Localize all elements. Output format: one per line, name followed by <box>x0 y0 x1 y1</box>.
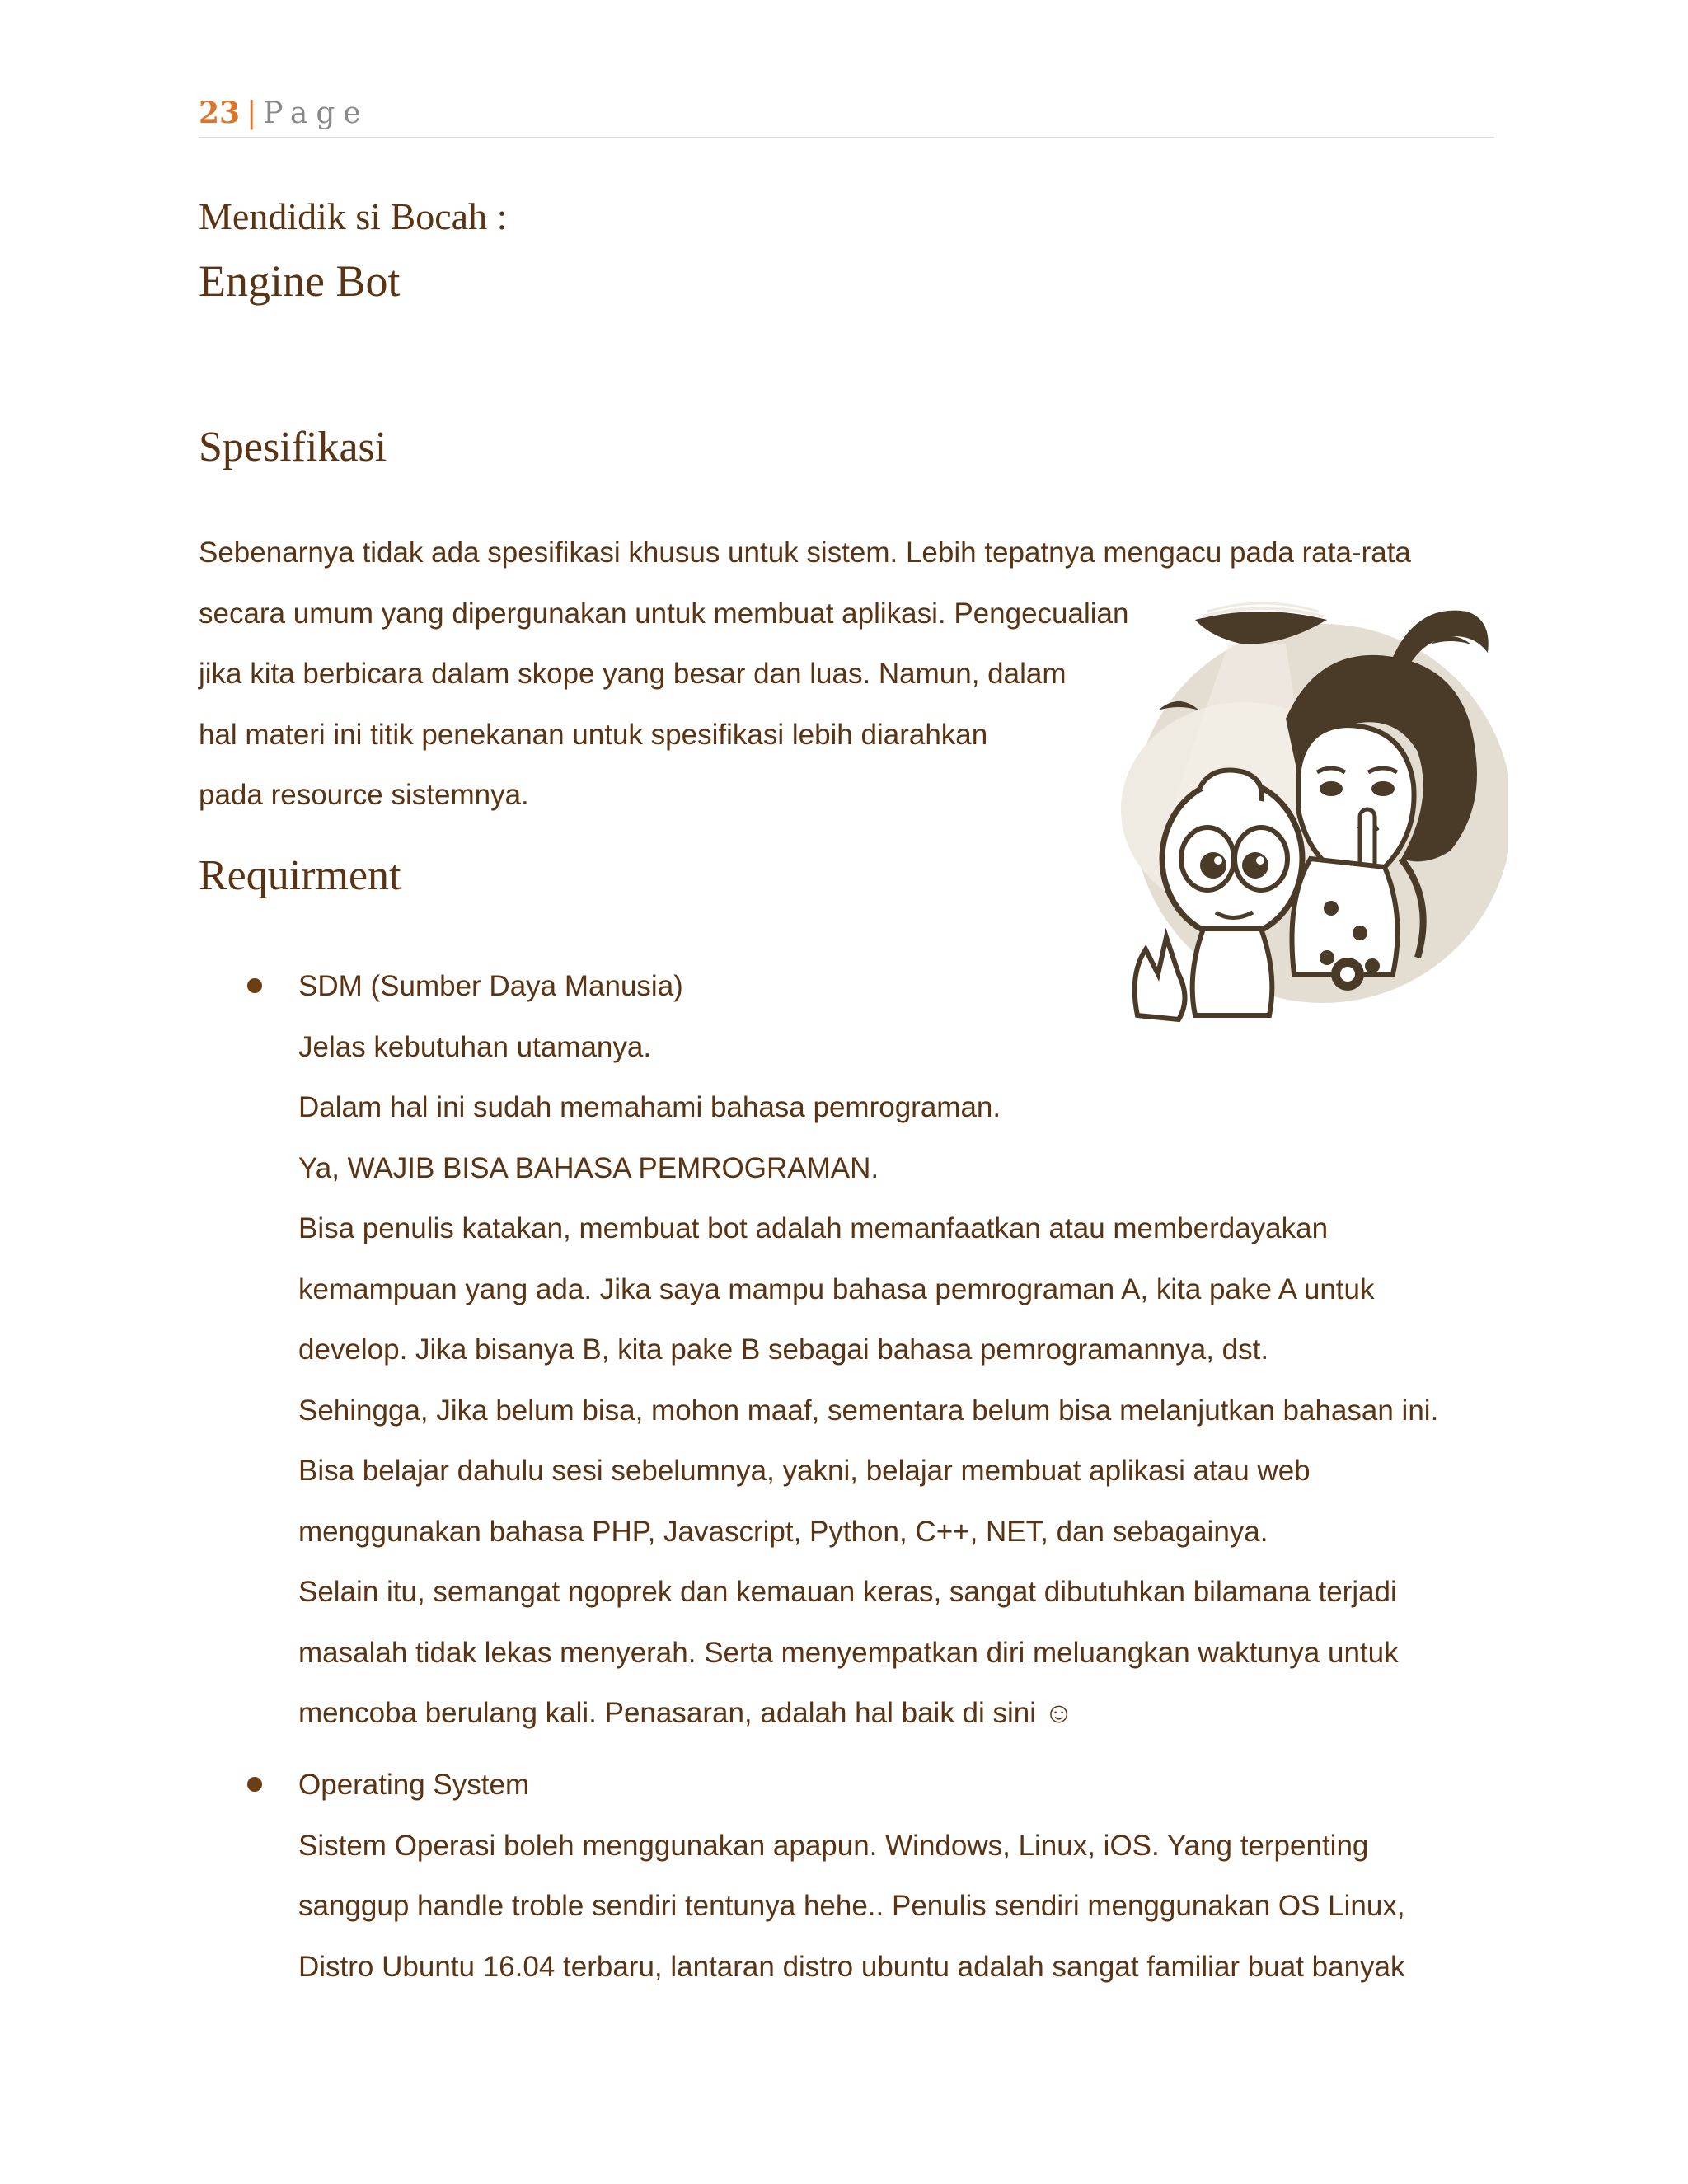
list-item-line: masalah tidak lekas menyerah. Serta menyempatkan diri meluangkan waktunya untuk <box>298 1636 1399 1669</box>
list-item-line: Dalam hal ini sudah memahami bahasa pemrograman. <box>298 1091 1001 1123</box>
list-item-line: SDM (Sumber Daya Manusia) <box>298 970 683 1002</box>
bullet-icon <box>247 978 262 993</box>
list-item-line: Ya, WAJIB BISA BAHASA PEMROGRAMAN. <box>298 1151 879 1184</box>
paragraph-line: secara umum yang dipergunakan untuk membuat aplikasi. Pengecualian <box>199 597 1129 630</box>
list-item-line: Jelas kebutuhan utamanya. <box>298 1030 652 1063</box>
list-item-line: kemampuan yang ada. Jika saya mampu bahasa pemrograman A, kita pake A untuk <box>298 1272 1375 1305</box>
paragraph-line: hal materi ini titik penekanan untuk spesifikasi lebih diarahkan <box>199 718 988 751</box>
list-item-line: develop. Jika bisanya B, kita pake B sebagai bahasa pemrogramannya, dst. <box>298 1333 1269 1366</box>
paragraph-line: Sebenarnya tidak ada spesifikasi khusus untuk sistem. Lebih tepatnya mengacu pada rata-rata <box>199 537 1411 569</box>
list-item-line: Distro Ubuntu 16.04 terbaru, lantaran distro ubuntu adalah sangat familiar buat banyak <box>298 1950 1405 1983</box>
bullet-icon <box>247 1777 262 1792</box>
list-item-line: Bisa belajar dahulu sesi sebelumnya, yakni, belajar membuat aplikasi atau web <box>298 1455 1311 1487</box>
list-item-line: sanggup handle troble sendiri tentunya hehe.. Penulis sendiri menggunakan OS Linux, <box>298 1890 1405 1922</box>
section-heading-requirment: Requirment <box>199 852 401 899</box>
list-item-line: mencoba berulang kali. Penasaran, adalah hal baik di sini ☺ <box>298 1697 1074 1729</box>
document-title: Engine Bot <box>199 256 401 306</box>
page-number: 23 <box>199 96 241 130</box>
paragraph-line: jika kita berbicara dalam skope yang besar dan luas. Namun, dalam <box>199 658 1067 690</box>
list-item-line: Bisa penulis katakan, membuat bot adalah memanfaatkan atau memberdayakan <box>298 1212 1329 1244</box>
section-heading-spesifikasi: Spesifikasi <box>199 424 387 471</box>
list-item-line: Sistem Operasi boleh menggunakan apapun. Windows, Linux, iOS. Yang terpenting <box>298 1829 1369 1862</box>
document-subtitle: Mendidik si Bocah : <box>199 195 508 237</box>
list-item-line: Selain itu, semangat ngoprek dan kemauan keras, sangat dibutuhkan bilamana terjadi <box>298 1576 1397 1608</box>
paragraph-line: pada resource sistemnya. <box>199 779 529 811</box>
page-separator: | <box>246 96 257 130</box>
list-item-line: Sehingga, Jika belum bisa, mohon maaf, sementara belum bisa melanjutkan bahasan ini. <box>298 1394 1439 1427</box>
page-header <box>199 96 1494 138</box>
page-label: Page <box>263 96 369 130</box>
list-item-line: menggunakan bahasa PHP, Javascript, Python, C++, NET, dan sebagainya. <box>298 1515 1268 1548</box>
list-item-line: Operating System <box>298 1769 530 1801</box>
